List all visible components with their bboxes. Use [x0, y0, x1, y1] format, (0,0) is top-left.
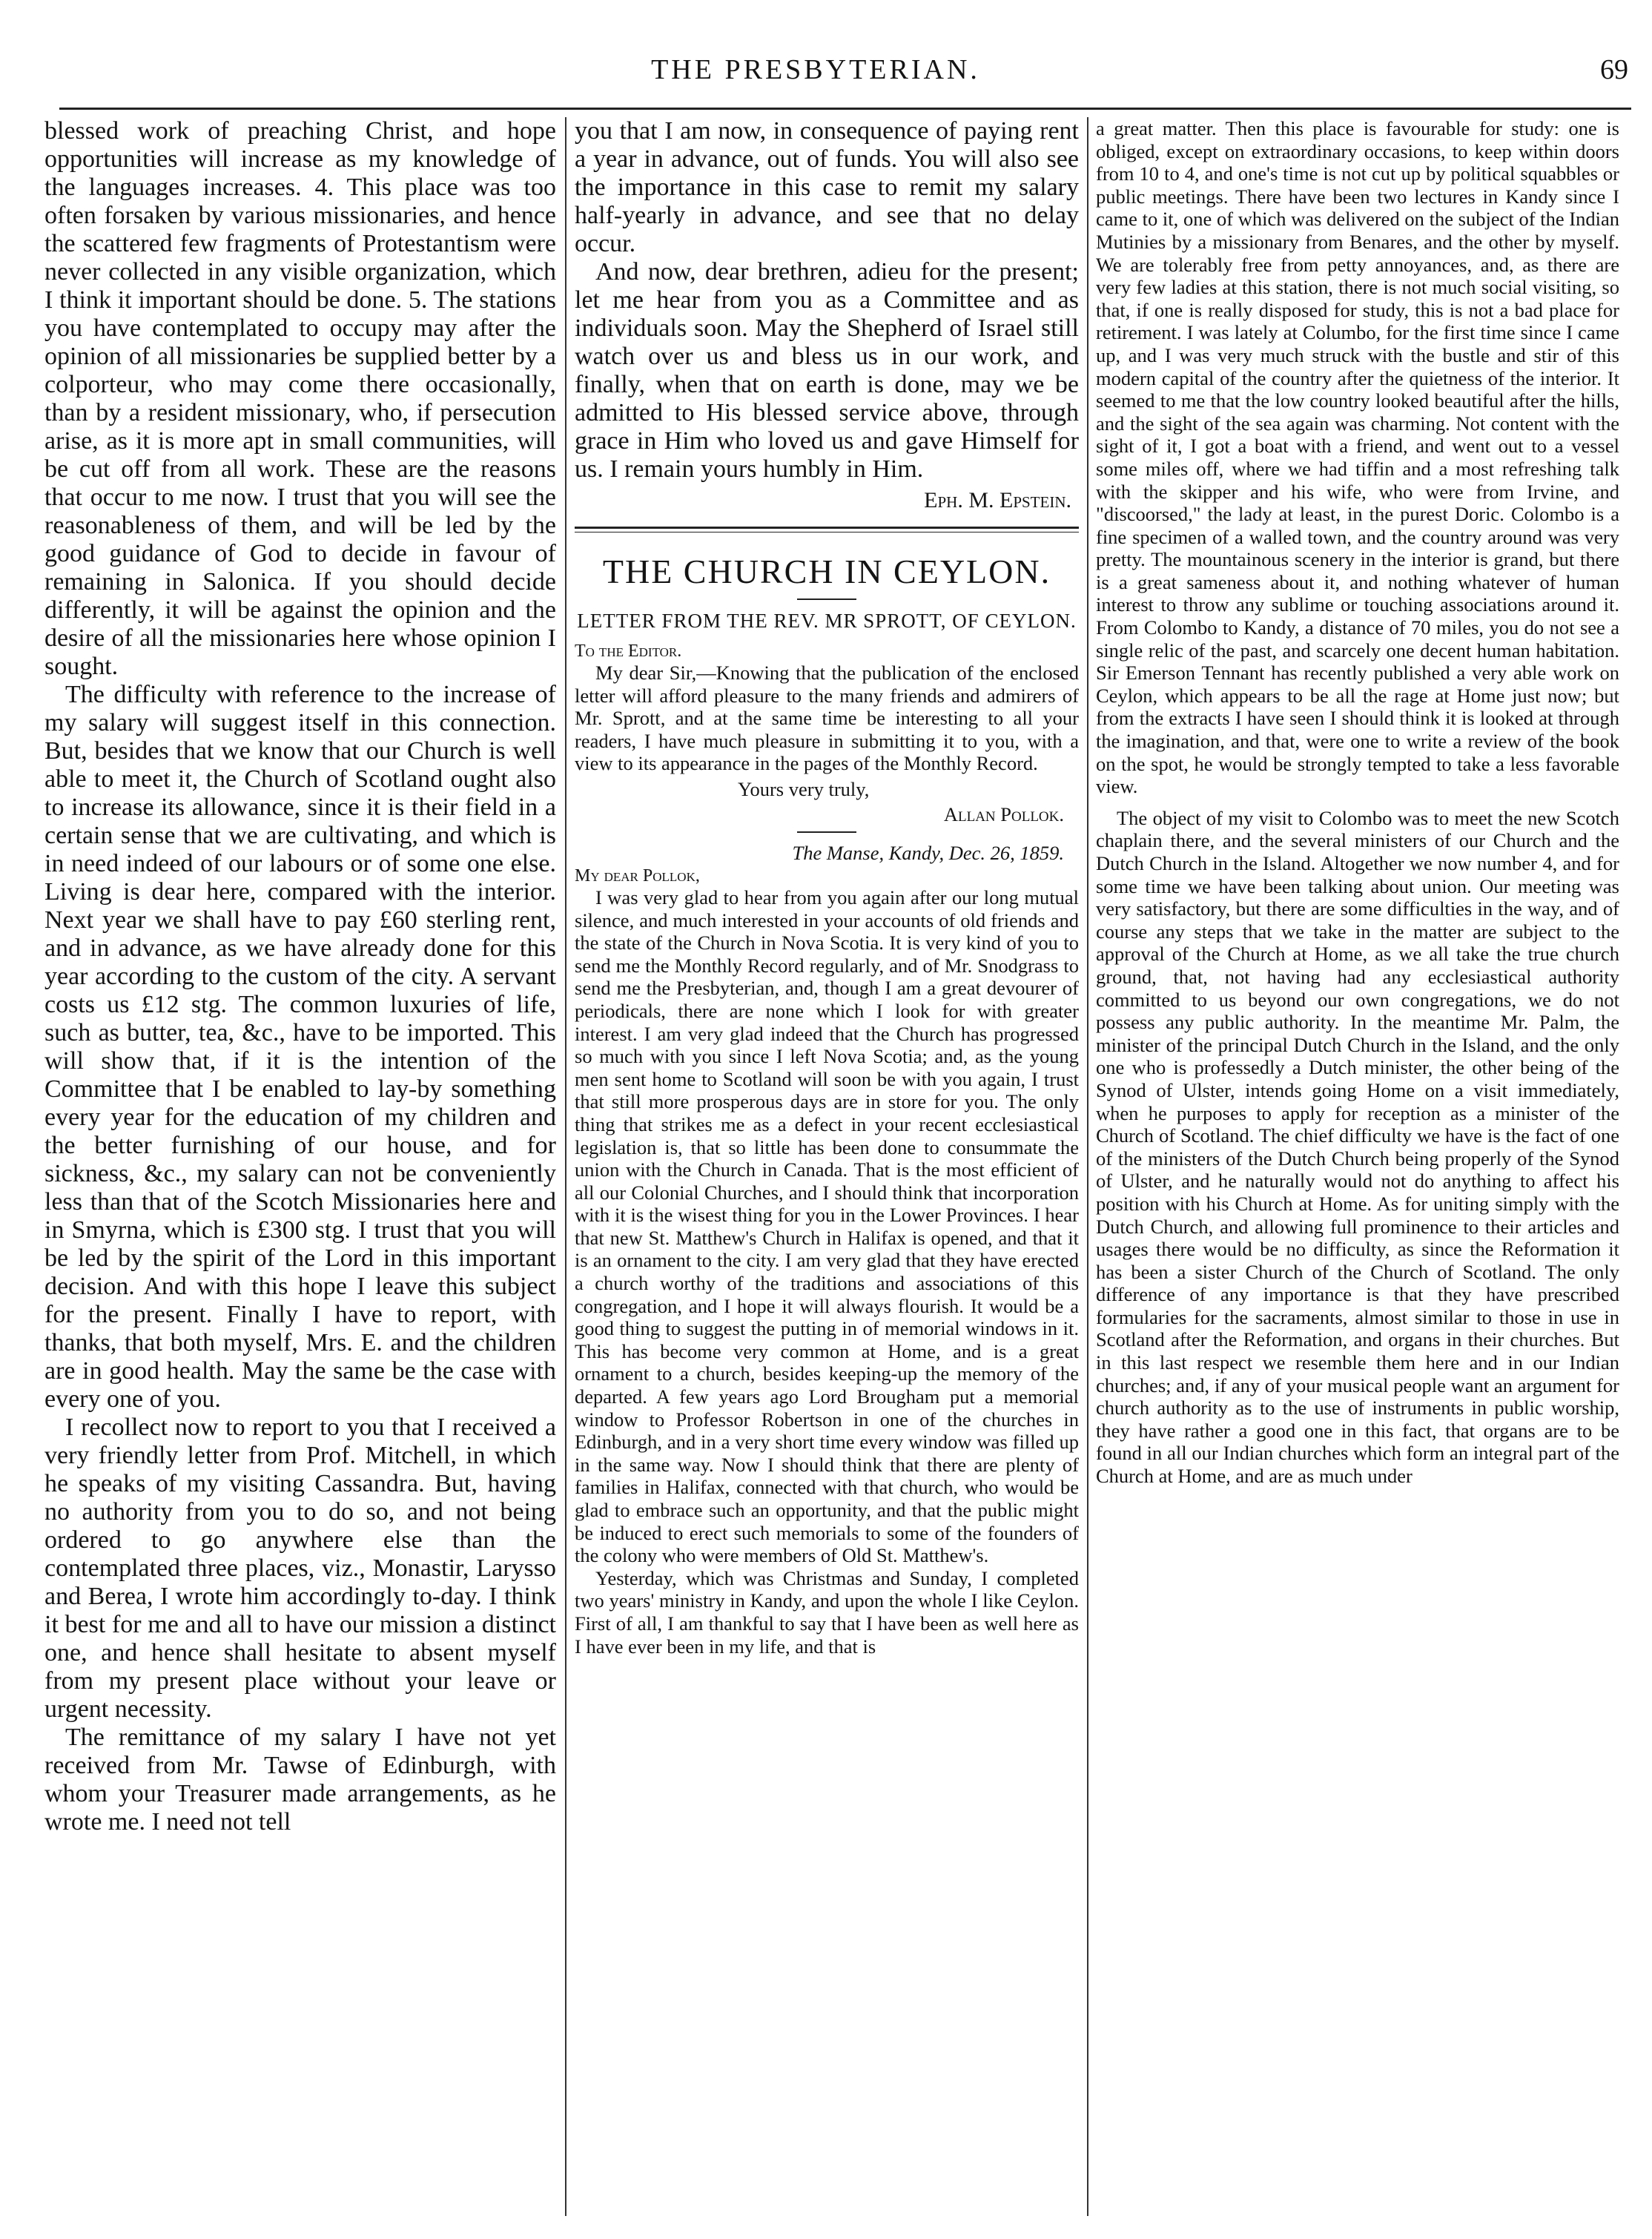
article-title: THE CHURCH IN CEYLON. [602, 553, 1051, 590]
article-subtitle: LETTER FROM THE REV. MR SPROTT, OF CEYLON. [577, 610, 1077, 632]
salutation: My dear Pollok, [575, 865, 700, 886]
paragraph: I recollect now to report to you that I received a very friendly letter from Prof. Mitchell, in which he speaks of my visiting Cassandra. But, having no authority from you to do so, and not being ordered to go anywhere else than the contemplated three places, viz., Monastir, Larysso and Berea, I wrote him accordingly to-day. I think it best for me and all to have our mission a distinct one, and hence shall hesitate to absent myself from my present place without your leave or urgent necessity. [44, 1414, 556, 1723]
column-1 [44, 117, 556, 2209]
addressee: To the Editor. [575, 642, 682, 661]
separator-rule [797, 831, 856, 833]
page-number: 69 [1600, 54, 1628, 85]
paragraph: a great matter. Then this place is favourable for study: one is obliged, except on extraordinary occasions, to keep within doors from 10 to 4, and one's time is not cut up by political squabbles or public meetings. There have been two lectures in Kandy since I came to it, one of which was delivered on the subject of the Indian Mutinies by a missionary from Benares, and the other by myself. We are tolerably free from petty annoyances, and, as there are very few ladies at this station, there is not much social visiting, so that, if one is really disposed for study, this is not a bad place for retirement. I was lately at Columbo, for the first time since I came up, and I was very much struck with the bustle and stir of this modern capital of the country after the quietness of the interior. It seemed to me that the low country looked beautiful after the hills, and the sight of the sea again was charming. Not content with the sight of it, I got a boat with a friend, and went out to a vessel some miles off, where we had tiffin and a most refreshing talk with the skipper and his wife, who were from Irvine, and "discoorsed," the lady at least, in the purest Doric. Colombo is a fine specimen of a walled town, and the country around was very pretty. The mountainous scenery in the interior is grand, but there is a great sameness about it, and nothing whatever of human interest to throw any sublime or touching associations around it. From Colombo to Kandy, a distance of 70 miles, you do not see a single relic of the past, and scarcely one decent human habitation. Sir Emerson Tennant has recently published a very able work on Ceylon, which appears to be all the rage at Home just now; but from the extracts I have seen I should think it is looked at through the imagination, and that, were one to write a review of the book on the spot, he would be strongly tempted to take a less favorable view. [1096, 117, 1619, 798]
section-rule [575, 527, 1079, 529]
column-divider [1087, 117, 1088, 2216]
header-rule [59, 108, 1631, 110]
paragraph: And now, dear brethren, adieu for the present; let me hear from you as a Committee and as individuals soon. May the Shepherd of Israel still watch over us and bless us in our work, and finally, when that on earth is done, may we be admitted to His blessed service above, through grace in Him who loved us and gave Himself for us. I remain yours humbly in Him. [575, 258, 1079, 483]
dateline: The Manse, Kandy, Dec. 26, 1859. [792, 841, 1064, 864]
running-title: THE PRESBYTERIAN. [651, 54, 980, 85]
paragraph: The object of my visit to Colombo was to meet the new Scotch chaplain there, and the several ministers of our Church and the Dutch Church in the Island. Altogether we now number 4, and for some time we have been talking about union. Our meeting was very satisfactory, but there are some difficulties in the way, and of course any steps that we take in the matter are subject to the approval of the Church at Home, as we all take the true church ground, that, not having had any ecclesiastical authority committed to us beyond our own congregations, we do not possess any public authority. In the meantime Mr. Palm, the minister of the principal Dutch Church in the Island, and the only one who is professedly a Dutch minister, the other being of the Synod of Ulster, intends going Home on a visit immediately, when he purposes to apply for reception as a minister of the Church of Scotland. The chief difficulty we have is the fact of one of the ministers of the Dutch Church being properly of the Synod of Ulster, and he naturally would not do anything to affect his position with his Church at Home. As for uniting simply with the Dutch Church, and allowing full prominence to their articles and usages there would be no difficulty, as since the Reformation it has been a sister Church of the Church of Scotland. The only difference of any importance is that they have prescribed formularies for the sacraments, almost similar to those in use in Scotland after the Reformation, and organs in their churches. But in this last respect we resemble them here and in our Indian churches; and, if any of your musical people want an argument for church authority as to the use of instruments in public worship, they have rather a good one in this fact, that organs are to be found in all our Indian churches which form an integral part of the Church at Home, and are as much under [1096, 806, 1619, 1488]
title-rule [797, 599, 856, 600]
signature: Eph. M. Epstein. [924, 488, 1071, 512]
column-2 [575, 117, 1079, 2209]
column-3 [1096, 117, 1619, 2209]
column-divider [565, 117, 566, 2216]
paragraph: I was very glad to hear from you again after our long mutual silence, and much interested in your accounts of old friends and the state of the Church in Nova Scotia. It is very kind of you to send me the Monthly Record regularly, and of Mr. Snodgrass to send me the Presbyterian, and, though I am a great devourer of periodicals, there are none which I look for with greater interest. I am very glad indeed that the Church has progressed so much with you since I left Nova Scotia; and, as the young men sent home to Scotland will soon be with you again, I trust that still more prosperous days are in store for you. The only thing that strikes me as a defect in your recent ecclesiastical legislation is, that so little has been done to consummate the union with the Church in Canada. That is the most efficient of all our Colonial Churches, and I should think that incorporation with it is the wisest thing for you in the Lower Provinces. I hear that new St. Matthew's Church in Halifax is opened, and that it is an ornament to the city. I am very glad that they have erected a church worthy of the traditions and associations of this congregation, and I hope it will always flourish. It would be a good thing to suggest the putting in of memorial windows in it. This has become very common at Home, and is a great ornament to a church, besides keeping-up the memory of the departed. A few years ago Lord Brougham put a memorial window to Professor Robertson in one of the churches in Edinburgh, and in a very short time every window was filled up in the same way. Now I should think that there are plenty of families in Halifax, connected with that church, who would be glad to embrace such an opportunity, and that the public might be induced to erect such memorials to some of the founders of the colony who were members of Old St. Matthew's. [575, 886, 1079, 1567]
paragraph: blessed work of preaching Christ, and hope opportunities will increase as my knowledge of the languages increases. 4. This place was too often forsaken by various missionaries, and hence the scattered few fragments of Protestantism were never collected in any visible organization, which I think it important should be done. 5. The stations you have contemplated to occupy may after the opinion of all missionaries be supplied better by a colporteur, who may come there occasionally, than by a resident missionary, who, if persecution arise, as it is more apt in small communities, will be cut off from all work. These are the reasons that occur to me now. I trust that you will see the reasonableness of them, and will be led by the good guidance of God to decide in favour of remaining in Salonica. If you should decide differently, it will be against the opinion and the desire of all the missionaries here whose opinion I sought. [44, 117, 556, 680]
paragraph: Yesterday, which was Christmas and Sunday, I completed two years' ministry in Kandy, and upon the whole I like Ceylon. First of all, I am thankful to say that I have been as well here as I have ever been in my life, and that is [575, 1566, 1079, 1658]
paragraph: The difficulty with reference to the increase of my salary will suggest itself in this connection. But, besides that we know that our Church is well able to meet it, the Church of Scotland ought also to increase its allowance, since it is their field in a certain sense that we are cultivating, and which is in need indeed of our labours or of some one else. Living is dear here, compared with the interior. Next year we shall have to pay £60 sterling rent, and in advance, as we have already done for this year according to the custom of the city. A servant costs us £12 stg. The common luxuries of life, such as butter, tea, &c., have to be imported. This will show that, if it is the intention of the Committee that I be enabled to lay-by something every year for the education of my children and the better furnishing of our house, and for sickness, &c., my salary can not be conveniently less than that of the Scotch Missionaries here and in Smyrna, which is £300 stg. I trust that you will be led by the spirit of the Lord in this important decision. And with this hope I leave this subject for the present. Finally I have to report, with thanks, that both myself, Mrs. E. and the children are in good health. May the same be the case with every one of you. [44, 681, 556, 1413]
paragraph: you that I am now, in consequence of paying rent a year in advance, out of funds. You will also see the importance in this case to remit my salary half-yearly in advance, and see that no delay occur. [575, 117, 1079, 257]
paragraph: The remittance of my salary I have not yet received from Mr. Tawse of Edinburgh, with whom your Treasurer made arrangements, as he wrote me. I need not tell [44, 1724, 556, 1836]
editor-note: My dear Sir,—Knowing that the publication of the enclosed letter will afford pleasure to the many friends and admirers of Mr. Sprott, and at the same time be interesting to all your readers, I have much pleasure in submitting it to you, with a view to its appearance in the pages of the Monthly Record. [575, 662, 1079, 775]
closing: Yours very truly, [738, 777, 870, 800]
closing-name: Allan Pollok. [943, 802, 1064, 825]
